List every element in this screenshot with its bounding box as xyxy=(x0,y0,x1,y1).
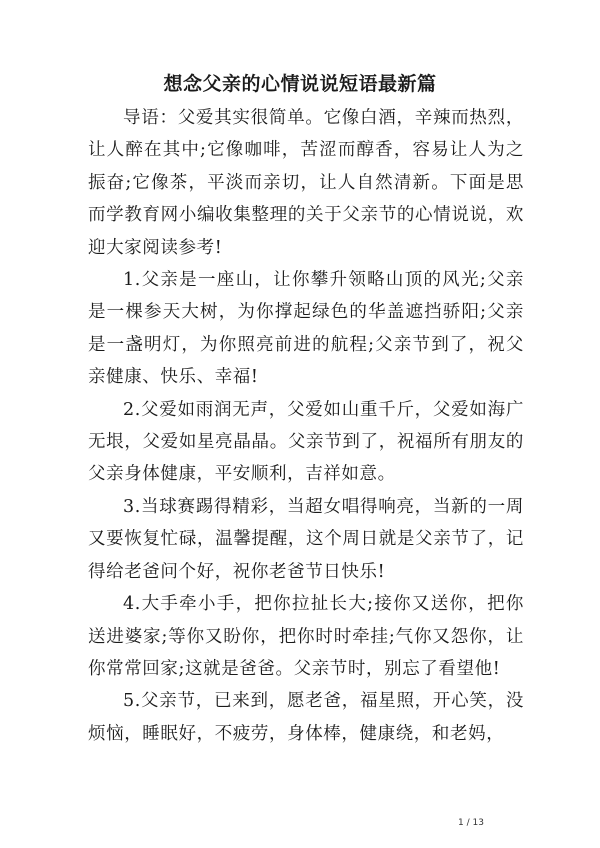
page-title: 想念父亲的心情说说短语最新篇 xyxy=(163,73,437,95)
paragraph-item-4: 4.大手牵小手，把你拉扯长大;接你又送你，把你送进婆家;等你又盼你，把你时时牵挂;气你又怨你，让你常常回家;这就是爸爸。父亲节时，别忘了看望他! xyxy=(88,594,524,679)
page-number: 1 / 13 xyxy=(458,818,484,828)
document-body xyxy=(88,102,524,750)
paragraph-item-3: 3.当球赛踢得精彩，当超女唱得响亮，当新的一周又要恢复忙碌，温馨提醒，这个周日就是父亲节了，记得给老爸问个好，祝你老爸节日快乐! xyxy=(88,496,524,582)
paragraph-item-5: 5.父亲节，已来到，愿老爸，福星照，开心笑，没烦恼，睡眠好，不疲劳，身体棒，健康绕，和老妈， xyxy=(88,691,524,744)
paragraph-item-2: 2.父爱如雨润无声，父爱如山重千斤，父爱如海广无垠，父爱如星亮晶晶。父亲节到了，祝福所有朋友的父亲身体健康，平安顺利，吉祥如意。 xyxy=(88,399,524,485)
paragraph-item-1: 1.父亲是一座山，让你攀升领略山顶的风光;父亲是一棵参天大树，为你撑起绿色的华盖遮挡骄阳;父亲是一盏明灯，为你照亮前进的航程;父亲节到了，祝父亲健康、快乐、幸福! xyxy=(88,270,524,388)
paragraph-intro: 导语：父爱其实很简单。它像白酒，辛辣而热烈，让人醉在其中;它像咖啡，苦涩而醇香，容易让人为之振奋;它像茶，平淡而亲切，让人自然清新。下面是思而学教育网小编收集整理的关于父亲节的心情说说，欢迎大家阅读参考! xyxy=(88,108,524,258)
